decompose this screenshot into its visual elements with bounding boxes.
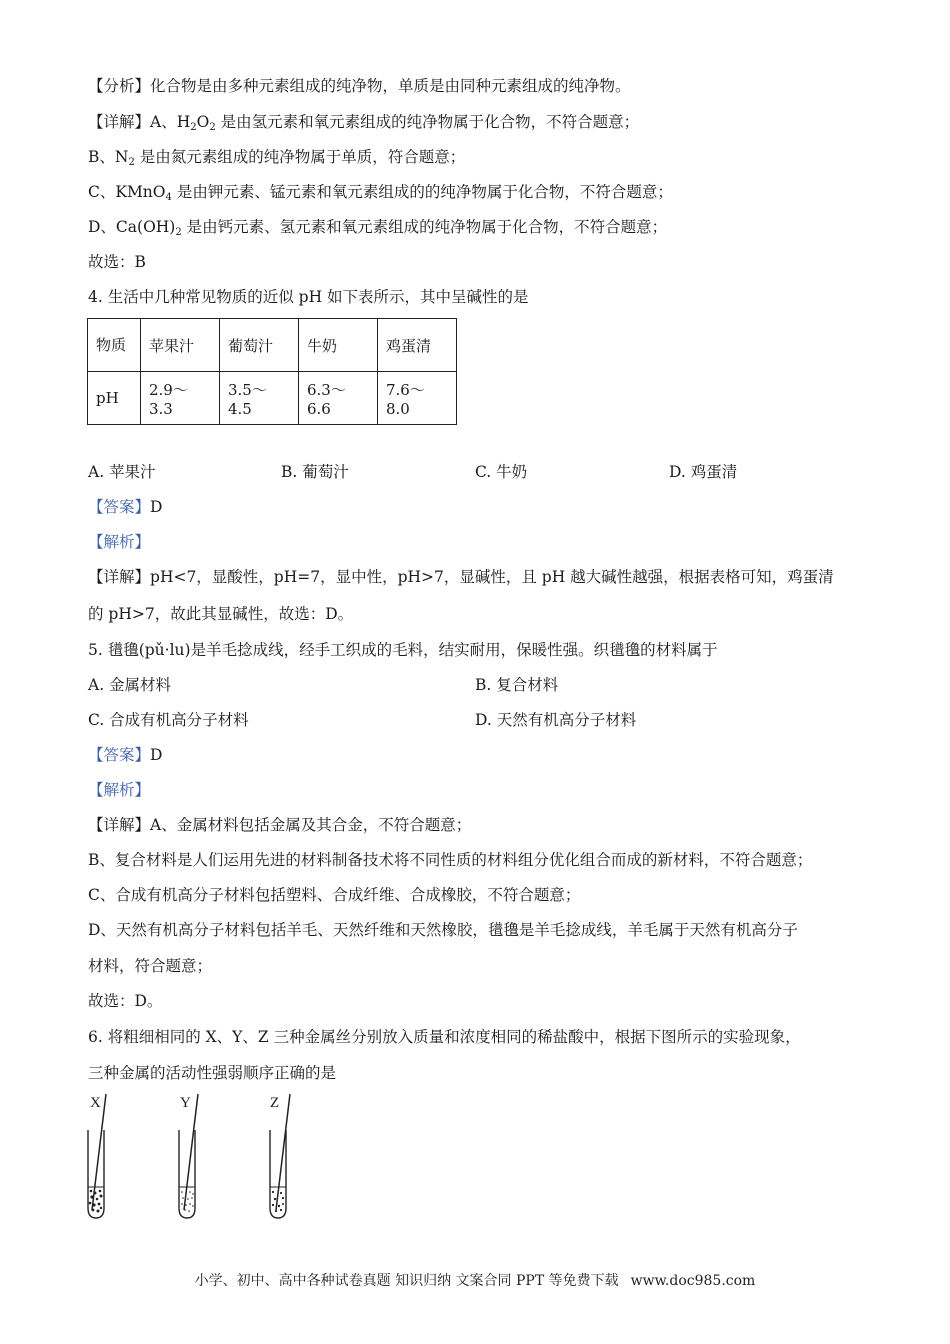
ph-table: [87, 318, 457, 425]
option-a: A. 苹果汁: [88, 463, 156, 481]
option-c: C. 牛奶: [475, 463, 528, 481]
test-tube-y: [179, 1094, 198, 1218]
option-a: A. 金属材料: [88, 676, 172, 694]
detail-line: 的 pH>7，故此其显碱性，故选：D。: [88, 605, 354, 623]
question-6-stem: 6. 将粗细相同的 X、Y、Z 三种金属丝分别放入质量和浓度相同的稀盐酸中，根据下图所示的实验现象，: [88, 1028, 801, 1046]
detail-line: 【详解】A、金属材料包括金属及其合金，不符合题意；: [88, 816, 472, 834]
question-6-stem: 三种金属的活动性强弱顺序正确的是: [88, 1064, 337, 1082]
question-4-stem: 4. 生活中几种常见物质的近似 pH 如下表所示，其中呈碱性的是: [88, 288, 529, 306]
detail-line: 【详解】pH<7，显酸性，pH=7，显中性，pH>7，显碱性，且 pH 越大碱性越强，根据表格可知，鸡蛋清: [88, 568, 834, 586]
analysis-tag: 【分析】: [88, 77, 151, 95]
table-cell: 牛奶: [299, 319, 378, 372]
metal-wire: [276, 1094, 290, 1210]
detail-line-c: C、KMnO$_4$ 是由钾元素、锰元素和氧元素组成的的纯净物属于化合物，不符合题意；: [88, 183, 673, 203]
test-tubes-figure: [80, 1090, 320, 1225]
answer-tag: 【答案】: [88, 498, 151, 516]
tube-label: X: [90, 1095, 101, 1111]
answer-value: D: [150, 498, 163, 516]
table-row: [88, 319, 457, 372]
answer-tag: 【答案】: [88, 746, 151, 764]
analysis-text: 化合物是由多种元素组成的纯净物，单质是由同种元素组成的纯净物。: [150, 77, 631, 95]
explain-tag: 【解析】: [88, 533, 151, 551]
table-cell: 葡萄汁: [220, 319, 299, 372]
analysis-line: [88, 76, 631, 96]
explain-tag: 【解析】: [88, 781, 151, 799]
detail-tag: 【详解】: [88, 816, 151, 834]
answer-value: D: [150, 746, 163, 764]
option-d: D. 天然有机高分子材料: [475, 711, 637, 729]
table-row: [88, 372, 457, 425]
footer-link[interactable]: www.doc985.com: [630, 1273, 756, 1289]
table-cell: 物质: [88, 319, 141, 372]
detail-line: C、合成有机高分子材料包括塑料、合成纤维、合成橡胶，不符合题意；: [88, 886, 581, 904]
detail-line: D、天然有机高分子材料包括羊毛、天然纤维和天然橡胶，氆氇是羊毛捻成线，羊毛属于天然有机高分子: [88, 921, 798, 939]
option-d: D. 鸡蛋清: [669, 463, 738, 481]
detail-tag: 【详解】: [88, 113, 151, 131]
option-b: B. 葡萄汁: [281, 463, 349, 481]
tube-label: Z: [270, 1095, 280, 1111]
table-cell: pH: [88, 372, 141, 425]
detail-line-a: 【详解】A、$H_2O_2$ 是由氢元素和氧元素组成的纯净物属于化合物，不符合题意；: [88, 113, 640, 133]
table-cell: 3.5～4.5: [220, 372, 299, 425]
tube-label: Y: [180, 1095, 191, 1111]
detail-line-b: B、$N_2$ 是由氮元素组成的纯净物属于单质，符合题意；: [88, 148, 466, 168]
conclusion: 故选：D。: [88, 992, 163, 1010]
option-b: B. 复合材料: [475, 676, 559, 694]
test-tube-z: [270, 1094, 290, 1218]
table-cell: 鸡蛋清: [378, 319, 457, 372]
table-cell: 6.3～6.6: [299, 372, 378, 425]
footer: [0, 1270, 950, 1290]
table-cell: 苹果汁: [141, 319, 220, 372]
detail-line: 材料，符合题意；: [88, 957, 213, 975]
detail-line: B、复合材料是人们运用先进的材料制备技术将不同性质的材料组分优化组合而成的新材料，不符合题意；: [88, 851, 813, 869]
test-tube-x: [88, 1094, 106, 1218]
option-c: C. 合成有机高分子材料: [88, 711, 249, 729]
conclusion: 故选：B: [88, 253, 146, 271]
bubbles: [89, 1190, 103, 1213]
footer-text: 小学、初中、高中各种试卷真题 知识归纳 文案合同 PPT 等免费下载: [194, 1273, 619, 1289]
answer-line: [88, 745, 162, 765]
detail-tag: 【详解】: [88, 568, 151, 586]
bubbles: [181, 1191, 194, 1212]
detail-line-d: D、$Ca(OH)_2$ 是由钙元素、氢元素和氧元素组成的纯净物属于化合物，不符合题意；: [88, 218, 668, 238]
table-cell: 2.9～3.3: [141, 372, 220, 425]
answer-line: [88, 497, 162, 517]
question-5-stem: 5. 氆氇(pǔ·lu)是羊毛捻成线，经手工织成的毛料，结实耐用，保暖性强。织氆氇的材料属于: [88, 641, 718, 659]
table-cell: 7.6～8.0: [378, 372, 457, 425]
